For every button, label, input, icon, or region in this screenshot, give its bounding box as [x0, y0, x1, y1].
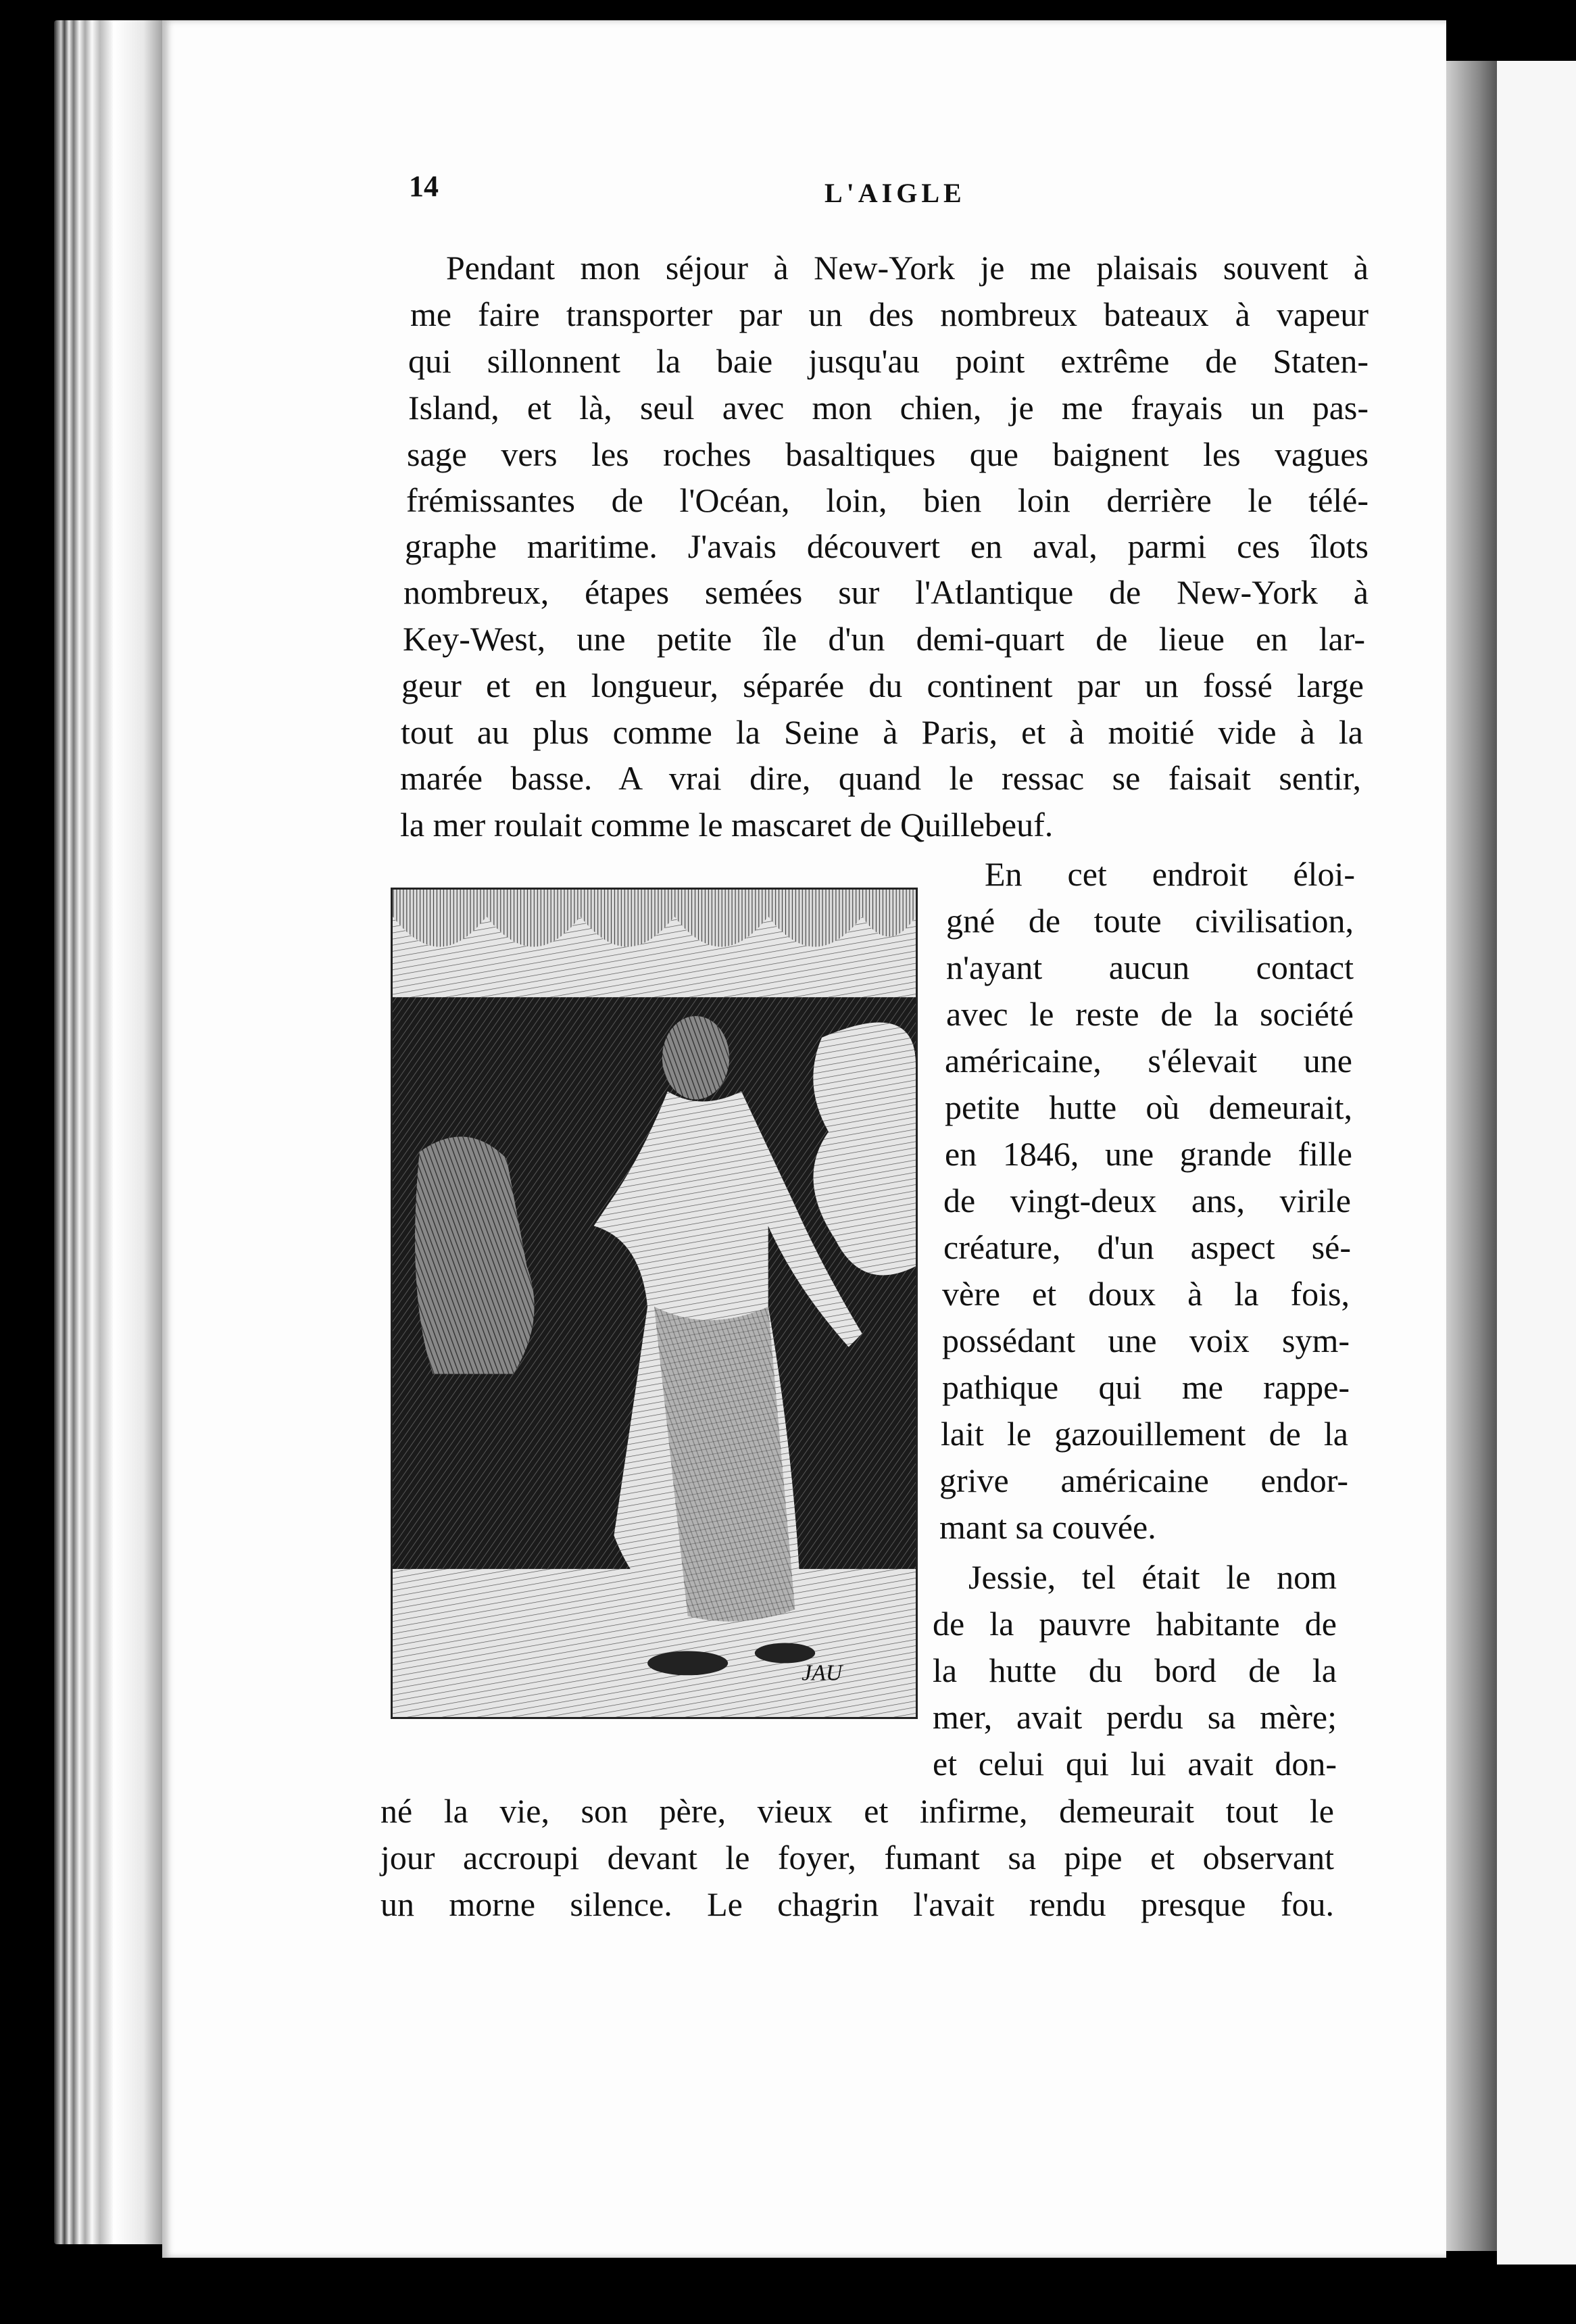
text-line: Key-West, une petite île d'un demi-quart de lieue en lar- [403, 620, 1365, 658]
text-line: vère et doux à la fois, [942, 1275, 1350, 1313]
text-line: marée basse. A vrai dire, quand le ressac se faisait sentir, [400, 759, 1361, 797]
text-line: me faire transporter par un des nombreux bateaux à vapeur [410, 295, 1369, 333]
running-title: L'AIGLE [824, 178, 966, 208]
text-line: petite hutte où demeurait, [945, 1088, 1352, 1126]
text-line: de vingt-deux ans, virile [943, 1182, 1351, 1219]
text-line: possédant une voix sym- [942, 1322, 1350, 1359]
text-line: pathique qui me rappe- [942, 1368, 1350, 1406]
adjacent-page-edge [1497, 61, 1576, 2265]
text-line: avec le reste de la société [946, 995, 1354, 1033]
text-line: mant sa couvée. [939, 1508, 1156, 1546]
text-line: la mer roulait comme le mascaret de Quillebeuf. [400, 806, 1054, 844]
text-line: sage vers les roches basaltiques que baignent les vagues [407, 435, 1369, 473]
text-line: mer, avait perdu sa mère; [933, 1698, 1337, 1736]
text-line: Jessie, tel était le nom [968, 1558, 1337, 1596]
text-line: geur et en longueur, séparée du continent par un fossé large [401, 667, 1364, 704]
text-line: la hutte du bord de la [933, 1651, 1337, 1689]
text-line: américaine, s'élevait une [945, 1042, 1352, 1080]
illustration-engraving [391, 888, 918, 1719]
text-line: créature, d'un aspect sé- [943, 1228, 1351, 1266]
text-line: un morne silence. Le chagrin l'avait rendu presque fou. [380, 1885, 1334, 1923]
text-line: Island, et là, seul avec mon chien, je me frayais un pas- [408, 389, 1369, 427]
page-number: 14 [409, 170, 439, 203]
text-line: grive américaine endor- [939, 1461, 1348, 1499]
text-line: jour accroupi devant le foyer, fumant sa pipe et observant [380, 1839, 1334, 1877]
text-line: nombreux, étapes semées sur l'Atlantique de New-York à [403, 573, 1369, 611]
text-line: En cet endroit éloi- [985, 855, 1355, 893]
text-line: né la vie, son père, vieux et infirme, demeurait tout le [380, 1792, 1334, 1830]
text-line: en 1846, une grande fille [945, 1135, 1352, 1173]
text-line: graphe maritime. J'avais découvert en aval, parmi ces îlots [405, 527, 1369, 565]
text-line: qui sillonnent la baie jusqu'au point extrême de Staten- [408, 342, 1369, 380]
text-line: et celui qui lui avait don- [933, 1745, 1337, 1783]
text-line: tout au plus comme la Seine à Paris, et à moitié vide à la [401, 713, 1363, 751]
text-line: lait le gazouillement de la [941, 1415, 1348, 1453]
text-line: de la pauvre habitante de [933, 1605, 1337, 1643]
book-page-edges [54, 20, 169, 2244]
text-line: Pendant mon séjour à New-York je me plaisais souvent à [446, 249, 1369, 287]
text-line: gné de toute civilisation, [946, 902, 1354, 940]
illustration-signature: JAU [802, 1660, 843, 1686]
text-line: n'ayant aucun contact [946, 948, 1354, 986]
text-line: frémissantes de l'Océan, loin, bien loin derrière le télé- [406, 481, 1369, 519]
